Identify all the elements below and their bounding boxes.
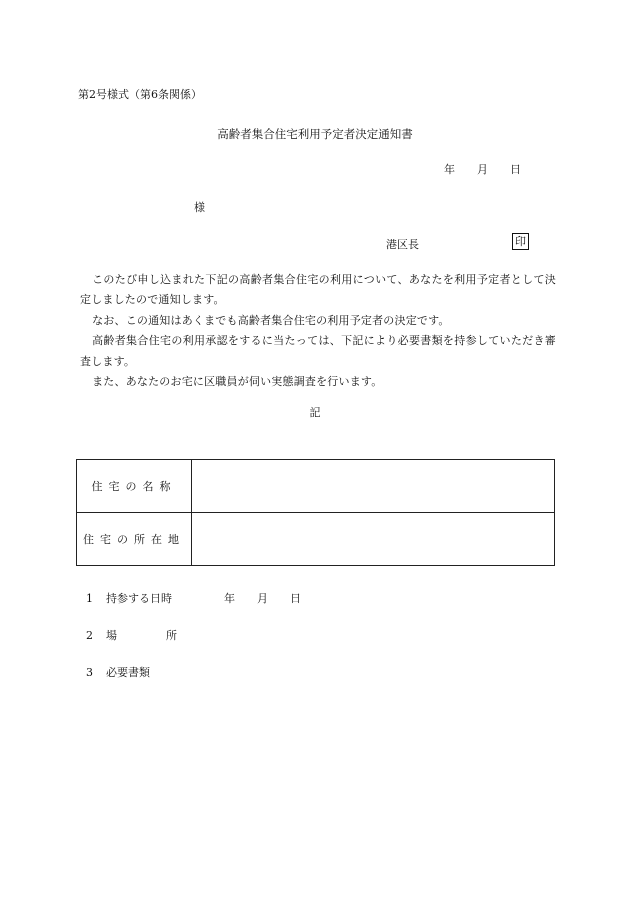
housing-info-table	[76, 459, 555, 566]
item-day: 日	[290, 592, 301, 605]
item-label: 持参する日時	[106, 592, 172, 605]
housing-address-value[interactable]	[192, 513, 555, 566]
list-item-place	[86, 627, 177, 643]
body-paragraph: なお、この通知はあくまでも高齢者集合住宅の利用予定者の決定です。	[92, 313, 450, 327]
date-line	[444, 161, 521, 177]
date-year: 年	[444, 163, 455, 176]
document-title: 高齢者集合住宅利用予定者決定通知書	[217, 127, 413, 141]
housing-name-value[interactable]	[192, 460, 555, 513]
item-label: 必要書類	[106, 666, 150, 679]
housing-name-label: 住宅の名称	[77, 460, 192, 513]
table-row	[77, 460, 555, 513]
addressee-suffix: 様	[194, 201, 205, 214]
list-item-bring-datetime	[86, 590, 301, 606]
date-month: 月	[477, 163, 488, 176]
list-item-required-documents	[86, 664, 150, 680]
item-month: 月	[257, 592, 268, 605]
ki-heading: 記	[309, 406, 321, 419]
table-row	[77, 513, 555, 566]
body-paragraph: このたび申し込まれた下記の高齢者集合住宅の利用について、あなたを利用予定者として決定しましたので通知します。	[80, 273, 556, 307]
item-number: 1	[86, 592, 93, 605]
body-paragraph: 高齢者集合住宅の利用承認をするに当たっては、下記により必要書類を持参していただき審査します。	[80, 334, 556, 368]
form-number: 第2号様式（第6条関係）	[78, 88, 202, 101]
body-text	[80, 270, 556, 392]
item-label-b: 所	[166, 629, 177, 642]
body-paragraph: また、あなたのお宅に区職員が伺い実態調査を行います。	[92, 375, 383, 389]
issuer-name: 港区長	[386, 238, 419, 251]
housing-address-label: 住宅の所在地	[77, 513, 192, 566]
item-number: 3	[86, 666, 93, 679]
date-day: 日	[510, 163, 521, 176]
item-number: 2	[86, 629, 93, 642]
seal-stamp: 印	[512, 233, 529, 250]
item-label-a: 場	[106, 629, 117, 642]
item-year: 年	[224, 592, 235, 605]
